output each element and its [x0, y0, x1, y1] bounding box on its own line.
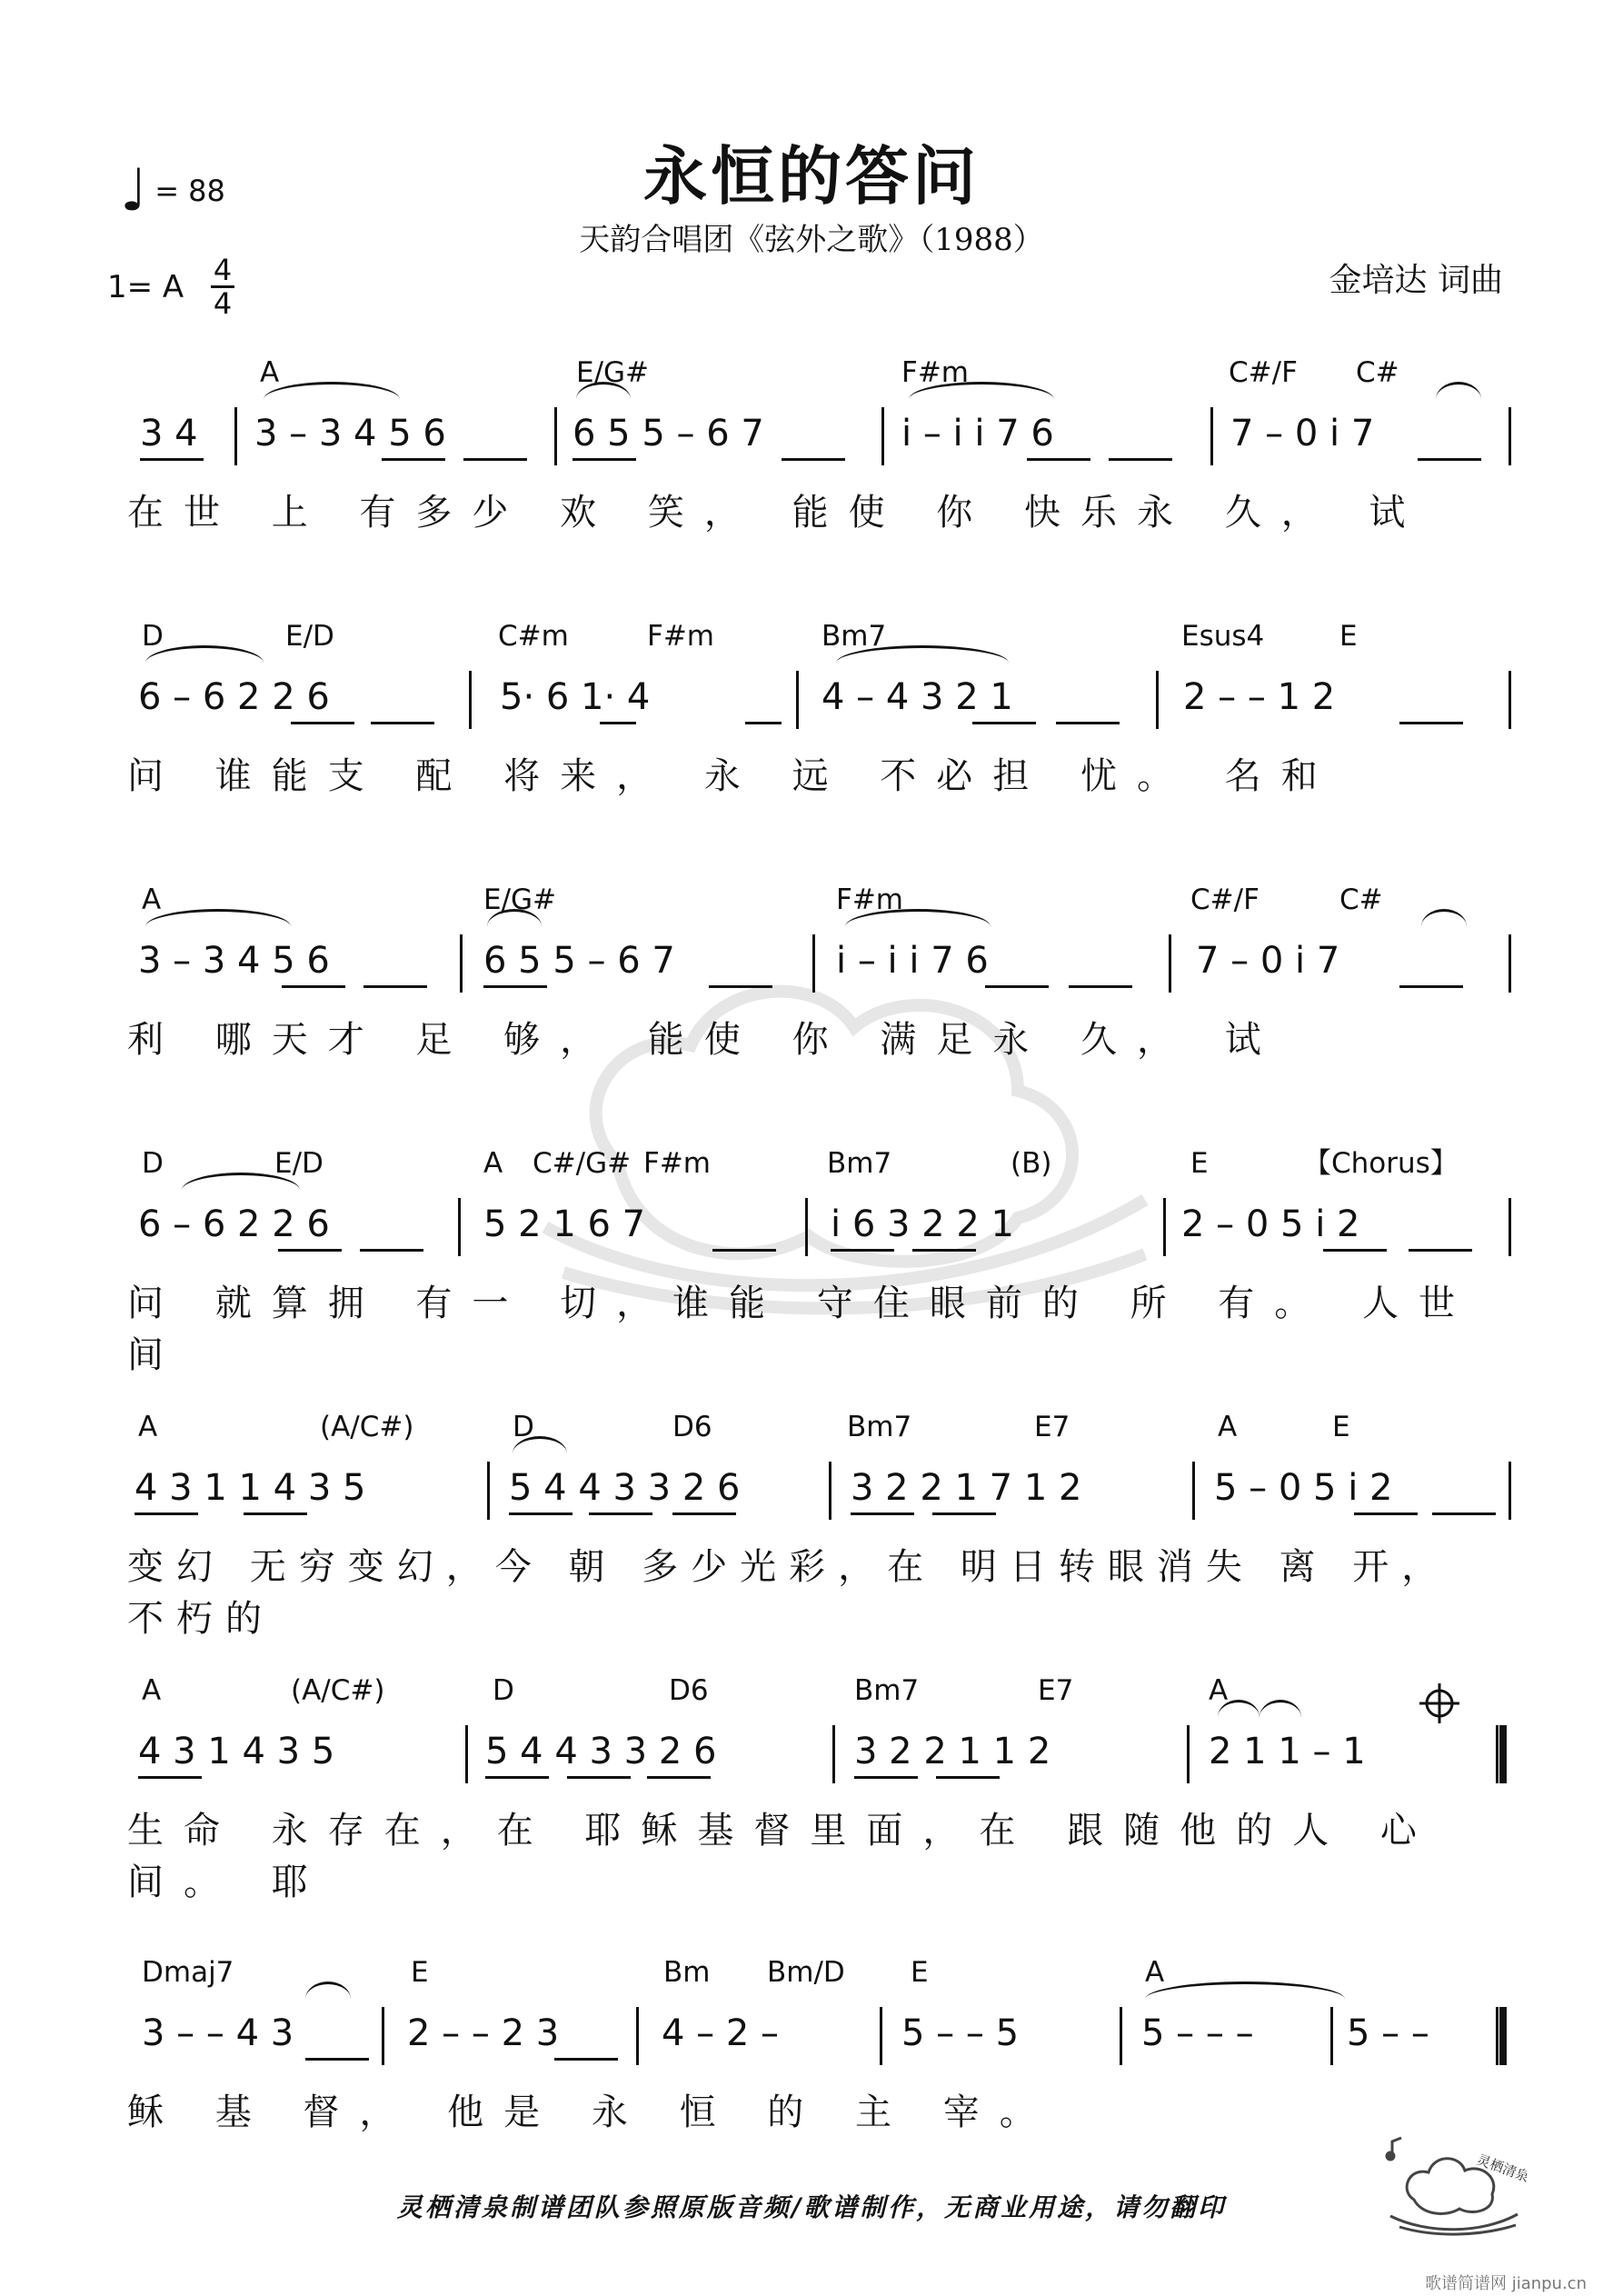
measure-notes: 3 – 3 4 5 6 — [254, 413, 446, 454]
beam — [600, 722, 636, 724]
bar-line — [460, 934, 463, 993]
notes-line — [127, 676, 1508, 740]
beam — [554, 2058, 618, 2061]
bar-line — [881, 407, 884, 465]
beam — [1027, 458, 1090, 461]
beam — [1418, 458, 1481, 461]
notes-line — [127, 413, 1508, 476]
song-subtitle: 天韵合唱团《弦外之歌》（1988） — [579, 222, 1044, 258]
chord: Bm7 — [827, 1147, 892, 1180]
beam — [647, 1776, 711, 1779]
beam — [854, 1776, 918, 1779]
beam — [709, 985, 772, 988]
beam — [782, 458, 845, 461]
time-signature-bottom: 4 — [213, 286, 233, 321]
chord-line — [127, 1674, 1508, 1711]
publisher-logo — [1381, 2127, 1527, 2236]
chord: E — [411, 1956, 429, 1989]
beam — [1069, 985, 1132, 988]
bar-line — [234, 407, 237, 465]
measure-notes: 7 – 0 i 7 — [1230, 413, 1375, 454]
measure-notes: 4 3 1 1 4 3 5 — [134, 1467, 366, 1509]
chord: C# — [1356, 356, 1399, 389]
beam — [972, 722, 1036, 724]
chord: (A/C#) — [291, 1674, 385, 1707]
bar-line — [1169, 934, 1171, 993]
bar-line — [1192, 1462, 1195, 1520]
beam — [282, 985, 345, 988]
chorus-marker: 【Chorus】 — [1303, 1147, 1459, 1180]
beam — [1399, 722, 1463, 724]
final-bar-line — [1496, 2007, 1507, 2065]
bar-line — [880, 2007, 882, 2065]
measure-notes: i 6 3 2 2 1 — [831, 1203, 1014, 1245]
chord: Bm7 — [821, 620, 887, 653]
beam — [140, 458, 204, 461]
sheep-logo-icon — [1381, 2127, 1527, 2236]
chord-line — [127, 883, 1508, 920]
chord-line — [127, 1147, 1508, 1183]
song-title: 永恒的答问 — [643, 139, 980, 214]
score-row-1 — [127, 356, 1508, 565]
footer-notice: 灵栖清泉制谱团队参照原版音频/歌谱制作，无商业用途，请勿翻印 — [396, 2192, 1227, 2222]
chord: Esus4 — [1181, 620, 1265, 653]
chord: A — [1209, 1674, 1229, 1707]
beam — [851, 1512, 914, 1515]
measure-notes: 5 2 1 6 7 — [483, 1203, 646, 1245]
beam — [1323, 1249, 1387, 1252]
measure-notes: 3 4 — [140, 413, 198, 454]
beam — [936, 1776, 1000, 1779]
bar-line — [469, 671, 472, 729]
beam — [138, 1776, 202, 1779]
bar-line — [458, 1198, 461, 1256]
chord: Bm/D — [767, 1956, 845, 1989]
bar-line — [1508, 934, 1511, 993]
site-watermark: 歌谱简谱网 jianpu.cn — [1424, 2274, 1587, 2293]
lyric-line: 生命 永存在，在 耶稣基督里面，在 跟随他的人 心 间。 耶 — [127, 1810, 1437, 1903]
beam — [134, 1512, 198, 1515]
beam — [483, 985, 547, 988]
chord: (B) — [1011, 1147, 1052, 1180]
beam — [589, 1512, 652, 1515]
lyric-line: 稣 基 督， 他是 永 恒 的 主 宰。 — [127, 2091, 1056, 2133]
logo-text: 灵栖清泉 — [1474, 2151, 1527, 2186]
bar-line — [1508, 407, 1511, 465]
bar-line — [832, 1725, 835, 1783]
chord: E — [911, 1956, 929, 1989]
chord: A — [1145, 1956, 1165, 1989]
bar-line — [1187, 1725, 1190, 1783]
chord: D — [142, 1147, 164, 1180]
measure-notes: 3 2 2 1 1 2 — [854, 1731, 1051, 1772]
notes-line — [127, 940, 1508, 1003]
chord: Dmaj7 — [142, 1956, 234, 1989]
bar-line — [487, 1462, 490, 1520]
measure-notes: 5 4 4 3 3 2 6 — [509, 1467, 741, 1509]
chord: C#m — [498, 620, 569, 653]
beam — [291, 722, 354, 724]
bar-line — [805, 1198, 808, 1256]
beam — [244, 1512, 307, 1515]
bar-line — [1508, 1198, 1511, 1256]
beam — [745, 722, 782, 724]
measure-notes: 5 – – — [1347, 2012, 1429, 2054]
notes-line — [127, 1731, 1508, 1794]
chord: F#m — [836, 883, 904, 916]
bar-line — [1163, 1198, 1166, 1256]
coda-icon — [1418, 1682, 1461, 1725]
chord: Bm7 — [854, 1674, 920, 1707]
beam — [363, 985, 427, 988]
measure-notes: 3 – – 4 3 — [142, 2012, 294, 2054]
measure-notes: 5 – – – — [1141, 2012, 1254, 2054]
quarter-note-icon: ♩ — [120, 157, 148, 225]
bar-line — [1156, 671, 1159, 729]
measure-notes: 6 – 6 2 2 6 — [138, 1203, 330, 1245]
bar-line — [829, 1462, 831, 1520]
notes-line — [127, 1467, 1508, 1531]
measure-notes: 2 – – 1 2 — [1183, 676, 1336, 718]
measure-notes: i – i i 7 6 — [836, 940, 989, 982]
measure-notes: 6 5 5 – 6 7 — [483, 940, 675, 982]
measure-notes: 5 4 4 3 3 2 6 — [485, 1731, 717, 1772]
chord: D — [142, 620, 164, 653]
chord: E — [1339, 620, 1358, 653]
beam — [1354, 1512, 1418, 1515]
chord: D6 — [669, 1674, 709, 1707]
chord: E/D — [274, 1147, 324, 1180]
lyric-line: 在世 上 有多少 欢 笑， 能使 你 快乐永 久， 试 — [127, 492, 1426, 534]
beam — [509, 1512, 573, 1515]
bar-line — [465, 1725, 468, 1783]
chord: F#m — [901, 356, 970, 389]
score-row-2 — [127, 620, 1508, 829]
chord: E — [1190, 1147, 1209, 1180]
measure-notes: 3 2 2 1 7 1 2 — [851, 1467, 1082, 1509]
measure-notes: 6 – 6 2 2 6 — [138, 676, 330, 718]
bar-line — [1120, 2007, 1122, 2065]
bar-line — [636, 2007, 639, 2065]
chord: E/G# — [576, 356, 650, 389]
composer-credit: 金培达 词曲 — [1329, 262, 1503, 299]
beam — [278, 1249, 342, 1252]
notes-line — [127, 1203, 1508, 1267]
bar-line — [796, 671, 799, 729]
chord: A — [1218, 1411, 1238, 1443]
beam — [1056, 722, 1120, 724]
score-row-5 — [127, 1411, 1508, 1640]
chord: E — [1332, 1411, 1350, 1443]
bar-line — [812, 934, 815, 993]
score-row-4 — [127, 1147, 1508, 1376]
measure-notes: 7 – 0 i 7 — [1196, 940, 1340, 982]
chord: Bm — [663, 1956, 711, 1989]
beam — [672, 1512, 736, 1515]
beam — [831, 1249, 894, 1252]
measure-notes: 5 – 0 5 i 2 — [1214, 1467, 1393, 1509]
measure-notes: 5· 6 1· 4 — [500, 676, 651, 718]
score-row-7 — [127, 1956, 1508, 2165]
chord: A — [142, 883, 162, 916]
chord: E/G# — [483, 883, 557, 916]
lyric-line: 问 谁能支 配 将来， 永 远 不必担 忧。 名和 — [127, 755, 1338, 797]
chord: E7 — [1038, 1674, 1074, 1707]
chord: A — [138, 1411, 158, 1443]
chord: E7 — [1034, 1411, 1070, 1443]
beam — [463, 458, 527, 461]
bar-line — [382, 2007, 384, 2065]
bar-line — [1330, 2007, 1333, 2065]
double-bar-line — [1496, 1725, 1507, 1783]
chord: F#m — [643, 1147, 712, 1180]
chord: E/D — [285, 620, 334, 653]
chord: C#/F — [1229, 356, 1298, 389]
bar-line — [1508, 671, 1511, 729]
chord: A — [483, 1147, 503, 1180]
beam — [382, 458, 445, 461]
measure-notes: 5 – – 5 — [901, 2012, 1020, 2054]
chord: D6 — [672, 1411, 712, 1443]
measure-notes: 4 – 2 – — [662, 2012, 780, 2054]
chord: A — [142, 1674, 162, 1707]
chord: D — [513, 1411, 534, 1443]
chord: C#/G# — [533, 1147, 632, 1180]
chord: A — [260, 356, 280, 389]
beam — [1409, 1249, 1472, 1252]
measure-notes: 4 – 4 3 2 1 — [821, 676, 1013, 718]
beam — [712, 1249, 776, 1252]
bar-line — [1210, 407, 1213, 465]
beam — [360, 1249, 423, 1252]
score-row-6 — [127, 1674, 1508, 1903]
time-signature-top: 4 — [213, 253, 233, 287]
time-signature — [211, 255, 234, 319]
beam — [573, 458, 636, 461]
lyric-line: 利 哪天才 足 够， 能使 你 满足永 久， 试 — [127, 1019, 1281, 1061]
measure-notes: 6 5 5 – 6 7 — [573, 413, 764, 454]
chord-line — [127, 1411, 1508, 1447]
beam — [485, 1776, 549, 1779]
beam — [1109, 458, 1172, 461]
beam — [1432, 1512, 1496, 1515]
measure-notes: i – i i 7 6 — [901, 413, 1054, 454]
chord-line — [127, 620, 1508, 656]
beam — [985, 985, 1049, 988]
chord: C#/F — [1190, 883, 1260, 916]
chord: D — [493, 1674, 514, 1707]
chord: F#m — [647, 620, 715, 653]
lyric-line: 问 就算拥 有一 切，谁能 守住眼前的 所 有。 人世间 — [127, 1283, 1476, 1376]
measure-notes: 4 3 1 4 3 5 — [138, 1731, 335, 1772]
beam — [932, 1512, 996, 1515]
beam — [305, 2058, 369, 2061]
beam — [371, 722, 434, 724]
beam — [912, 1249, 976, 1252]
bar-line — [1508, 1462, 1511, 1520]
tempo-value: = 88 — [154, 174, 225, 208]
notes-line — [127, 2012, 1508, 2076]
key-signature: 1= A — [107, 269, 184, 305]
score-row-3 — [127, 883, 1508, 1093]
beam — [1399, 985, 1463, 988]
chord: Bm7 — [847, 1411, 912, 1443]
measure-notes: 2 1 1 – 1 — [1209, 1731, 1366, 1772]
measure-notes: 3 – 3 4 5 6 — [138, 940, 330, 982]
lyric-line: 变幻 无穷变幻，今 朝 多少光彩，在 明日转眼消失 离 开， 不朽的 — [127, 1546, 1451, 1640]
bar-line — [554, 407, 557, 465]
chord: C# — [1339, 883, 1383, 916]
measure-notes: 2 – – 2 3 — [407, 2012, 560, 2054]
measure-notes: 2 – 0 5 i 2 — [1181, 1203, 1360, 1245]
chord: (A/C#) — [320, 1411, 414, 1443]
beam — [567, 1776, 631, 1779]
